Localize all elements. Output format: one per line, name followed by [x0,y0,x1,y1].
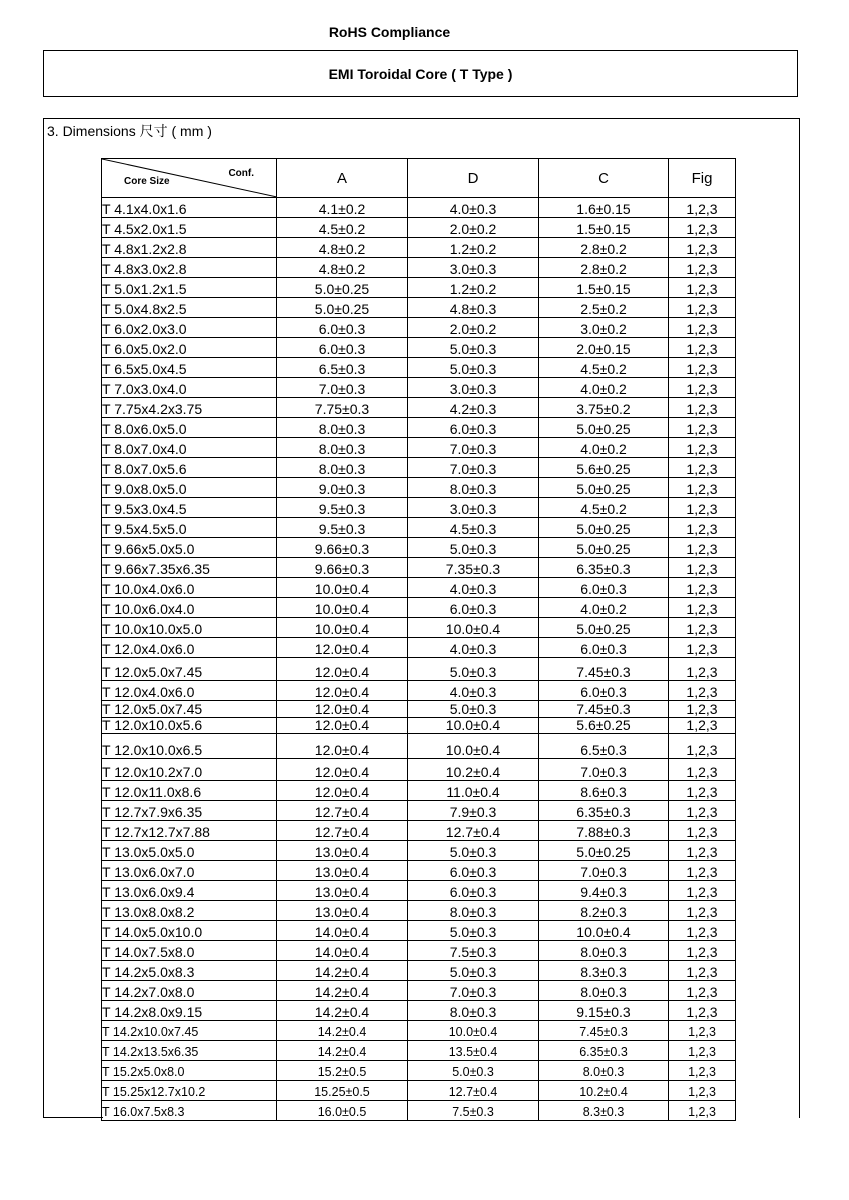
core-size-cell: T 14.2x10.0x7.45 [102,1021,277,1041]
value-a-cell: 13.0±0.4 [277,841,408,861]
value-c-cell: 5.0±0.25 [539,538,669,558]
value-c-cell: 7.45±0.3 [539,701,669,718]
corner-label-core-size: Core Size [124,176,170,187]
value-c-cell: 5.0±0.25 [539,618,669,638]
core-size-cell: T 9.66x7.35x6.35 [102,558,277,578]
value-a-cell: 5.0±0.25 [277,298,408,318]
core-size-cell: T 10.0x6.0x4.0 [102,598,277,618]
value-d-cell: 5.0±0.3 [408,658,539,681]
fig-cell: 1,2,3 [669,498,736,518]
value-d-cell: 5.0±0.3 [408,338,539,358]
value-d-cell: 10.2±0.4 [408,759,539,781]
value-c-cell: 2.5±0.2 [539,298,669,318]
value-d-cell: 5.0±0.3 [408,358,539,378]
fig-cell: 1,2,3 [669,901,736,921]
section-title: 3. Dimensions 尺寸 ( mm ) [47,123,212,139]
value-c-cell: 7.88±0.3 [539,821,669,841]
fig-cell: 1,2,3 [669,1001,736,1021]
value-a-cell: 12.0±0.4 [277,781,408,801]
value-d-cell: 7.5±0.3 [408,941,539,961]
value-d-cell: 4.0±0.3 [408,638,539,658]
core-size-cell: T 12.0x4.0x6.0 [102,638,277,658]
table-row [102,538,736,558]
value-a-cell: 13.0±0.4 [277,881,408,901]
table-row [102,338,736,358]
value-c-cell: 1.6±0.15 [539,198,669,218]
fig-cell: 1,2,3 [669,458,736,478]
corner-label-conf: Conf. [228,168,254,179]
core-size-cell: T 14.0x7.5x8.0 [102,941,277,961]
table-row [102,1061,736,1081]
core-size-cell: T 6.0x5.0x2.0 [102,338,277,358]
value-d-cell: 8.0±0.3 [408,901,539,921]
core-size-cell: T 9.0x8.0x5.0 [102,478,277,498]
value-a-cell: 13.0±0.4 [277,861,408,881]
value-a-cell: 9.5±0.3 [277,518,408,538]
value-d-cell: 5.0±0.3 [408,841,539,861]
value-d-cell: 3.0±0.3 [408,378,539,398]
fig-cell: 1,2,3 [669,701,736,718]
core-size-cell: T 10.0x4.0x6.0 [102,578,277,598]
core-size-cell: T 4.8x3.0x2.8 [102,258,277,278]
value-a-cell: 12.0±0.4 [277,734,408,759]
value-d-cell: 11.0±0.4 [408,781,539,801]
value-c-cell: 6.35±0.3 [539,1041,669,1061]
value-c-cell: 4.5±0.2 [539,498,669,518]
fig-cell: 1,2,3 [669,558,736,578]
value-a-cell: 9.66±0.3 [277,558,408,578]
table-row [102,498,736,518]
value-c-cell: 6.0±0.3 [539,681,669,701]
fig-cell: 1,2,3 [669,961,736,981]
value-d-cell: 12.7±0.4 [408,1081,539,1101]
value-a-cell: 4.8±0.2 [277,258,408,278]
core-size-cell: T 5.0x4.8x2.5 [102,298,277,318]
value-c-cell: 7.0±0.3 [539,861,669,881]
value-c-cell: 7.45±0.3 [539,658,669,681]
fig-cell: 1,2,3 [669,218,736,238]
column-header-d: D [408,159,539,198]
value-c-cell: 6.35±0.3 [539,558,669,578]
fig-cell: 1,2,3 [669,1041,736,1061]
value-c-cell: 7.0±0.3 [539,759,669,781]
core-size-cell: T 12.0x10.0x5.6 [102,718,277,734]
fig-cell: 1,2,3 [669,598,736,618]
core-size-cell: T 14.2x7.0x8.0 [102,981,277,1001]
value-d-cell: 6.0±0.3 [408,598,539,618]
value-d-cell: 5.0±0.3 [408,538,539,558]
fig-cell: 1,2,3 [669,718,736,734]
table-row [102,558,736,578]
table-row [102,981,736,1001]
value-c-cell: 2.0±0.15 [539,338,669,358]
value-d-cell: 1.2±0.2 [408,278,539,298]
core-size-cell: T 14.2x8.0x9.15 [102,1001,277,1021]
value-d-cell: 10.0±0.4 [408,618,539,638]
table-row [102,1101,736,1121]
value-d-cell: 5.0±0.3 [408,961,539,981]
value-a-cell: 5.0±0.25 [277,278,408,298]
table-row [102,578,736,598]
value-a-cell: 9.66±0.3 [277,538,408,558]
fig-cell: 1,2,3 [669,638,736,658]
table-row [102,701,736,718]
value-a-cell: 14.0±0.4 [277,941,408,961]
table-row [102,961,736,981]
value-d-cell: 7.0±0.3 [408,458,539,478]
value-c-cell: 6.0±0.3 [539,638,669,658]
value-a-cell: 16.0±0.5 [277,1101,408,1121]
core-size-cell: T 5.0x1.2x1.5 [102,278,277,298]
compliance-heading: RoHS Compliance [328,24,451,40]
fig-cell: 1,2,3 [669,821,736,841]
value-c-cell: 8.0±0.3 [539,941,669,961]
core-size-cell: T 14.2x5.0x8.3 [102,961,277,981]
value-a-cell: 14.2±0.4 [277,981,408,1001]
table-row [102,238,736,258]
value-c-cell: 8.2±0.3 [539,901,669,921]
value-d-cell: 7.35±0.3 [408,558,539,578]
table-row [102,821,736,841]
value-a-cell: 12.0±0.4 [277,701,408,718]
column-header-fig: Fig [669,159,736,198]
value-a-cell: 12.7±0.4 [277,821,408,841]
core-size-cell: T 16.0x7.5x8.3 [102,1101,277,1121]
value-d-cell: 8.0±0.3 [408,1001,539,1021]
core-size-cell: T 13.0x6.0x9.4 [102,881,277,901]
fig-cell: 1,2,3 [669,538,736,558]
value-a-cell: 4.5±0.2 [277,218,408,238]
table-row [102,358,736,378]
table-row [102,318,736,338]
core-size-cell: T 12.7x7.9x6.35 [102,801,277,821]
value-d-cell: 7.0±0.3 [408,981,539,1001]
value-a-cell: 6.5±0.3 [277,358,408,378]
table-row [102,921,736,941]
value-c-cell: 3.75±0.2 [539,398,669,418]
table-row [102,881,736,901]
table-row [102,198,736,218]
value-c-cell: 4.0±0.2 [539,438,669,458]
value-d-cell: 4.8±0.3 [408,298,539,318]
core-size-cell: T 12.0x10.0x6.5 [102,734,277,759]
value-c-cell: 6.35±0.3 [539,801,669,821]
value-d-cell: 6.0±0.3 [408,881,539,901]
fig-cell: 1,2,3 [669,338,736,358]
fig-cell: 1,2,3 [669,298,736,318]
fig-cell: 1,2,3 [669,478,736,498]
table-row [102,861,736,881]
core-size-cell: T 7.0x3.0x4.0 [102,378,277,398]
value-a-cell: 12.0±0.4 [277,658,408,681]
core-size-cell: T 9.5x3.0x4.5 [102,498,277,518]
fig-cell: 1,2,3 [669,198,736,218]
core-size-cell: T 13.0x8.0x8.2 [102,901,277,921]
value-a-cell: 12.0±0.4 [277,681,408,701]
table-row [102,1021,736,1041]
value-d-cell: 4.5±0.3 [408,518,539,538]
fig-cell: 1,2,3 [669,1021,736,1041]
fig-cell: 1,2,3 [669,981,736,1001]
value-a-cell: 12.7±0.4 [277,801,408,821]
value-a-cell: 12.0±0.4 [277,638,408,658]
core-size-cell: T 4.5x2.0x1.5 [102,218,277,238]
value-d-cell: 5.0±0.3 [408,921,539,941]
value-c-cell: 10.0±0.4 [539,921,669,941]
table-row [102,781,736,801]
core-size-cell: T 8.0x6.0x5.0 [102,418,277,438]
value-a-cell: 6.0±0.3 [277,318,408,338]
value-c-cell: 10.2±0.4 [539,1081,669,1101]
value-a-cell: 14.2±0.4 [277,961,408,981]
core-size-cell: T 15.25x12.7x10.2 [102,1081,277,1101]
core-size-cell: T 8.0x7.0x4.0 [102,438,277,458]
value-c-cell: 5.6±0.25 [539,458,669,478]
core-size-cell: T 9.5x4.5x5.0 [102,518,277,538]
core-size-cell: T 4.8x1.2x2.8 [102,238,277,258]
core-size-cell: T 14.2x13.5x6.35 [102,1041,277,1061]
core-size-cell: T 12.7x12.7x7.88 [102,821,277,841]
value-d-cell: 3.0±0.3 [408,258,539,278]
core-size-cell: T 12.0x10.2x7.0 [102,759,277,781]
core-size-cell: T 9.66x5.0x5.0 [102,538,277,558]
table-row [102,518,736,538]
value-a-cell: 9.0±0.3 [277,478,408,498]
value-d-cell: 10.0±0.4 [408,1021,539,1041]
value-a-cell: 10.0±0.4 [277,618,408,638]
table-row [102,258,736,278]
fig-cell: 1,2,3 [669,318,736,338]
table-row [102,378,736,398]
core-size-cell: T 7.75x4.2x3.75 [102,398,277,418]
value-a-cell: 8.0±0.3 [277,418,408,438]
fig-cell: 1,2,3 [669,358,736,378]
value-a-cell: 10.0±0.4 [277,598,408,618]
corner-header-cell [102,159,277,198]
value-a-cell: 15.25±0.5 [277,1081,408,1101]
value-c-cell: 8.6±0.3 [539,781,669,801]
fig-cell: 1,2,3 [669,518,736,538]
value-c-cell: 4.0±0.2 [539,598,669,618]
value-a-cell: 14.2±0.4 [277,1001,408,1021]
value-a-cell: 14.2±0.4 [277,1021,408,1041]
core-size-cell: T 15.2x5.0x8.0 [102,1061,277,1081]
value-d-cell: 13.5±0.4 [408,1041,539,1061]
value-d-cell: 5.0±0.3 [408,701,539,718]
table-row [102,478,736,498]
fig-cell: 1,2,3 [669,861,736,881]
section-bottom-rule [43,1117,103,1118]
table-body [102,198,736,1121]
value-d-cell: 10.0±0.4 [408,718,539,734]
product-title-box [43,50,798,97]
value-d-cell: 7.5±0.3 [408,1101,539,1121]
core-size-cell: T 10.0x10.0x5.0 [102,618,277,638]
core-size-cell: T 12.0x11.0x8.6 [102,781,277,801]
table-header-row [102,159,736,198]
value-d-cell: 1.2±0.2 [408,238,539,258]
fig-cell: 1,2,3 [669,418,736,438]
fig-cell: 1,2,3 [669,921,736,941]
fig-cell: 1,2,3 [669,1081,736,1101]
fig-cell: 1,2,3 [669,258,736,278]
value-c-cell: 5.0±0.25 [539,478,669,498]
table-row [102,1001,736,1021]
value-a-cell: 6.0±0.3 [277,338,408,358]
table-row [102,658,736,681]
value-c-cell: 5.6±0.25 [539,718,669,734]
core-size-cell: T 6.5x5.0x4.5 [102,358,277,378]
value-c-cell: 2.8±0.2 [539,258,669,278]
value-d-cell: 4.0±0.3 [408,578,539,598]
table-row [102,458,736,478]
fig-cell: 1,2,3 [669,658,736,681]
value-a-cell: 4.8±0.2 [277,238,408,258]
dimensions-table [101,158,736,1121]
core-size-cell: T 8.0x7.0x5.6 [102,458,277,478]
value-d-cell: 2.0±0.2 [408,318,539,338]
value-a-cell: 13.0±0.4 [277,901,408,921]
value-a-cell: 10.0±0.4 [277,578,408,598]
value-a-cell: 7.75±0.3 [277,398,408,418]
value-c-cell: 5.0±0.25 [539,418,669,438]
value-a-cell: 4.1±0.2 [277,198,408,218]
value-c-cell: 1.5±0.15 [539,218,669,238]
fig-cell: 1,2,3 [669,378,736,398]
fig-cell: 1,2,3 [669,238,736,258]
core-size-cell: T 4.1x4.0x1.6 [102,198,277,218]
table-row [102,398,736,418]
table-row [102,438,736,458]
fig-cell: 1,2,3 [669,398,736,418]
value-d-cell: 4.2±0.3 [408,398,539,418]
table-row [102,218,736,238]
value-a-cell: 12.0±0.4 [277,718,408,734]
table-row [102,759,736,781]
value-d-cell: 6.0±0.3 [408,418,539,438]
core-size-cell: T 13.0x6.0x7.0 [102,861,277,881]
fig-cell: 1,2,3 [669,278,736,298]
value-c-cell: 9.4±0.3 [539,881,669,901]
value-d-cell: 6.0±0.3 [408,861,539,881]
value-c-cell: 8.0±0.3 [539,1061,669,1081]
fig-cell: 1,2,3 [669,841,736,861]
value-d-cell: 3.0±0.3 [408,498,539,518]
table-row [102,598,736,618]
value-d-cell: 2.0±0.2 [408,218,539,238]
fig-cell: 1,2,3 [669,781,736,801]
table-row [102,1081,736,1101]
fig-cell: 1,2,3 [669,618,736,638]
fig-cell: 1,2,3 [669,759,736,781]
core-size-cell: T 14.0x5.0x10.0 [102,921,277,941]
value-d-cell: 7.9±0.3 [408,801,539,821]
value-c-cell: 1.5±0.15 [539,278,669,298]
table-row [102,801,736,821]
value-c-cell: 5.0±0.25 [539,518,669,538]
value-c-cell: 7.45±0.3 [539,1021,669,1041]
value-a-cell: 9.5±0.3 [277,498,408,518]
fig-cell: 1,2,3 [669,438,736,458]
value-a-cell: 12.0±0.4 [277,759,408,781]
value-a-cell: 15.2±0.5 [277,1061,408,1081]
table-row [102,638,736,658]
table-row [102,681,736,701]
table-row [102,418,736,438]
value-a-cell: 7.0±0.3 [277,378,408,398]
value-c-cell: 4.5±0.2 [539,358,669,378]
fig-cell: 1,2,3 [669,681,736,701]
fig-cell: 1,2,3 [669,941,736,961]
column-header-a: A [277,159,408,198]
value-c-cell: 4.0±0.2 [539,378,669,398]
fig-cell: 1,2,3 [669,734,736,759]
value-c-cell: 6.0±0.3 [539,578,669,598]
value-d-cell: 10.0±0.4 [408,734,539,759]
value-c-cell: 6.5±0.3 [539,734,669,759]
table-row [102,1041,736,1061]
value-d-cell: 7.0±0.3 [408,438,539,458]
value-d-cell: 8.0±0.3 [408,478,539,498]
column-header-c: C [539,159,669,198]
value-c-cell: 3.0±0.2 [539,318,669,338]
table-row [102,718,736,734]
core-size-cell: T 12.0x5.0x7.45 [102,658,277,681]
value-a-cell: 8.0±0.3 [277,438,408,458]
value-c-cell: 5.0±0.25 [539,841,669,861]
table-row [102,941,736,961]
value-d-cell: 4.0±0.3 [408,198,539,218]
value-a-cell: 14.0±0.4 [277,921,408,941]
value-c-cell: 9.15±0.3 [539,1001,669,1021]
value-c-cell: 8.0±0.3 [539,981,669,1001]
value-c-cell: 8.3±0.3 [539,961,669,981]
table-row [102,278,736,298]
table-row [102,841,736,861]
product-title: EMI Toroidal Core ( T Type ) [328,65,513,82]
value-d-cell: 12.7±0.4 [408,821,539,841]
fig-cell: 1,2,3 [669,881,736,901]
value-d-cell: 5.0±0.3 [408,1061,539,1081]
table-row [102,734,736,759]
fig-cell: 1,2,3 [669,1101,736,1121]
fig-cell: 1,2,3 [669,801,736,821]
core-size-cell: T 12.0x5.0x7.45 [102,701,277,718]
fig-cell: 1,2,3 [669,578,736,598]
value-c-cell: 8.3±0.3 [539,1101,669,1121]
table-row [102,298,736,318]
value-c-cell: 2.8±0.2 [539,238,669,258]
table-row [102,901,736,921]
value-a-cell: 14.2±0.4 [277,1041,408,1061]
value-d-cell: 4.0±0.3 [408,681,539,701]
fig-cell: 1,2,3 [669,1061,736,1081]
core-size-cell: T 13.0x5.0x5.0 [102,841,277,861]
table-row [102,618,736,638]
core-size-cell: T 6.0x2.0x3.0 [102,318,277,338]
value-a-cell: 8.0±0.3 [277,458,408,478]
core-size-cell: T 12.0x4.0x6.0 [102,681,277,701]
